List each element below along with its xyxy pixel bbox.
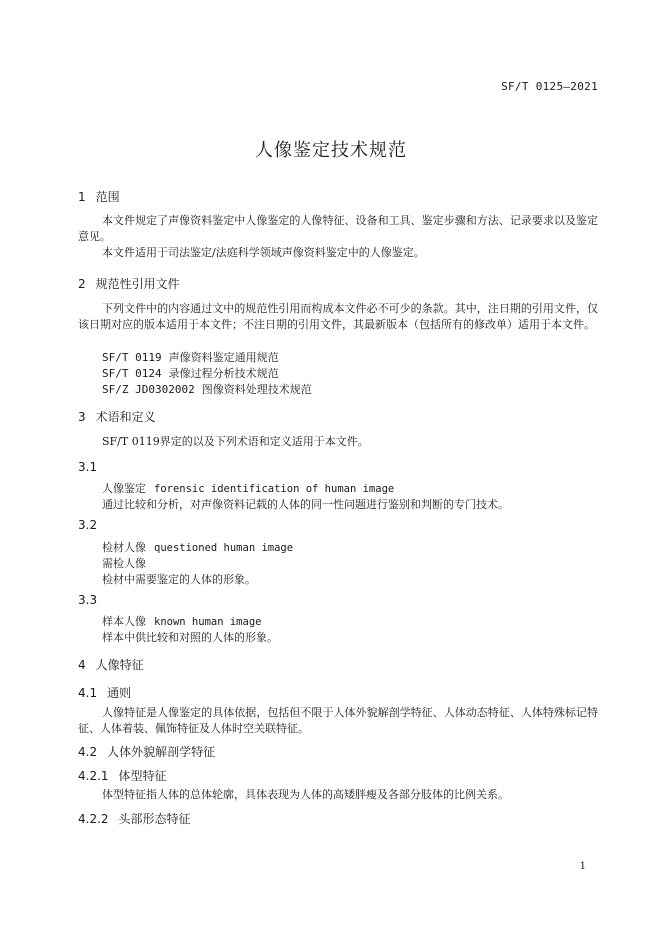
section-number: 4.2.2 [78,812,109,826]
section-2-paragraph-1: 下列文件中的内容通过文中的规范性引用而构成本文件必不可少的条款。其中，注日期的引用文件，仅该日期对应的版本适用于本文件；不注日期的引用文件，其最新版本（包括所有的修改单）适用于本文件。 [78,302,598,331]
term-3-1-definition: 通过比较和分析，对声像资料记载的人体的同一性问题进行鉴别和判断的专门技术。 [102,498,509,511]
term-3-3-definition: 样本中供比较和对照的人体的形象。 [102,631,278,644]
section-4-heading [78,656,144,673]
section-4-2-heading [78,743,215,760]
section-4-2-1-heading [78,767,167,784]
section-number: 3 [78,410,86,424]
section-title: 体型特征 [118,769,167,783]
term-3-3-number: 3.3 [78,593,98,607]
term-zh: 样本人像 [102,615,146,628]
reference-name: 图像资料处理技术规范 [201,383,312,396]
reference-code: SF/T 0119 [102,351,162,364]
standard-code: SF/T 0125—2021 [501,80,598,93]
section-4-2-2-heading [78,810,191,827]
term-3-2-name [102,539,293,555]
term-zh: 人像鉴定 [102,482,146,495]
section-title: 范围 [95,190,120,204]
section-title: 规范性引用文件 [95,277,180,291]
page-number: 1 [579,861,586,872]
section-number: 4.1 [78,686,98,700]
reference-item [102,349,279,365]
document-title: 人像鉴定技术规范 [255,140,407,161]
reference-code: SF/T 0124 [102,367,162,380]
reference-name: 录像过程分析技术规范 [168,367,279,380]
section-1-heading [78,188,120,205]
term-3-3-name [102,613,261,629]
section-number: 2 [78,277,86,291]
reference-name: 声像资料鉴定通用规范 [168,351,279,364]
section-title: 通则 [107,686,132,700]
section-number: 4 [78,658,86,672]
section-2-heading [78,275,180,292]
term-3-2-alternate: 需检人像 [102,557,146,570]
section-4-1-paragraph: 人像特征是人像鉴定的具体依据，包括但不限于人体外貌解剖学特征、人体动态特征、人体特殊标记特征、人体着装、佩饰特征及人体时空关联特征。 [78,706,598,735]
section-number: 1 [78,190,86,204]
reference-item [102,365,279,381]
section-number: 4.2 [78,745,98,759]
section-title: 人体外貌解剖学特征 [107,745,216,759]
section-1-paragraph-2: 本文件适用于司法鉴定/法庭科学领域声像资料鉴定中的人像鉴定。 [102,246,425,259]
reference-code: SF/Z JD0302002 [102,383,195,396]
section-1-paragraph-1: 本文件规定了声像资料鉴定中人像鉴定的人像特征、设备和工具、鉴定步骤和方法、记录要求以及鉴定意见。 [78,214,598,243]
term-3-1-name [102,480,394,496]
term-3-2-definition: 检材中需要鉴定的人体的形象。 [102,573,256,586]
section-title: 人像特征 [95,658,144,672]
term-en: questioned human image [154,542,294,554]
section-title: 头部形态特征 [118,812,191,826]
term-en: forensic identification of human image [154,483,395,495]
section-title: 术语和定义 [95,410,156,424]
section-4-2-1-paragraph: 体型特征指人体的总体轮廓，具体表现为人体的高矮胖瘦及各部分肢体的比例关系。 [102,788,509,801]
section-3-heading [78,408,156,425]
section-3-intro: SF/T 0119界定的以及下列术语和定义适用于本文件。 [102,435,369,448]
term-zh: 检材人像 [102,541,146,554]
term-en: known human image [154,616,262,628]
section-number: 4.2.1 [78,769,109,783]
section-4-1-heading [78,684,131,701]
term-3-1-number: 3.1 [78,460,98,474]
reference-item [102,381,312,397]
term-3-2-number: 3.2 [78,518,98,532]
